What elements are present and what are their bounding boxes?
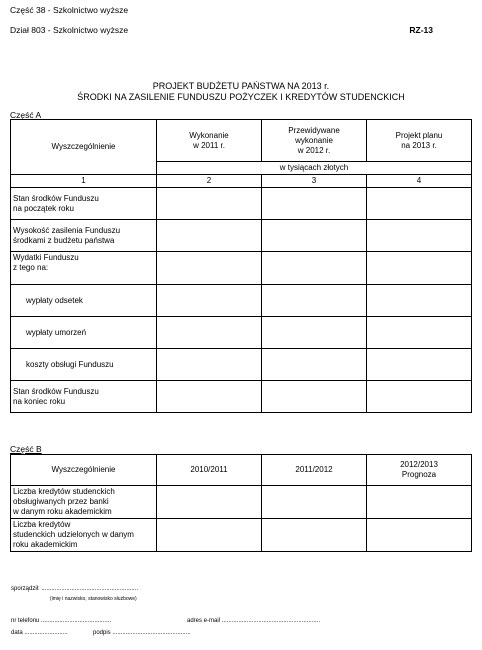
unit-label: w tysiącach złotych [157, 162, 472, 175]
date-line[interactable]: data .......................... [11, 630, 68, 636]
value-cell[interactable] [157, 317, 262, 349]
value-cell[interactable] [157, 188, 262, 220]
value-cell[interactable] [367, 252, 472, 285]
row-label: wypłaty umorzeń [11, 317, 157, 349]
header-col3: 2011/2012 [262, 455, 367, 486]
value-cell[interactable] [262, 188, 367, 220]
table-row [11, 188, 472, 220]
signature-line[interactable]: podpis ............................................... [93, 630, 191, 636]
part-b-table [10, 454, 472, 552]
row-label: Liczba kredytów studenckich udzielonych w danym roku akademickim [11, 519, 157, 552]
part-a-label: Część A [10, 110, 42, 120]
value-cell[interactable] [367, 486, 472, 519]
value-cell[interactable] [262, 486, 367, 519]
col-number: 3 [262, 175, 367, 188]
value-cell[interactable] [367, 519, 472, 552]
value-cell[interactable] [262, 252, 367, 285]
value-cell[interactable] [367, 285, 472, 317]
value-cell[interactable] [367, 220, 472, 252]
table-row [11, 317, 472, 349]
part-a-table [10, 119, 472, 413]
row-label: Stan środków Funduszu na początek roku [11, 188, 157, 220]
col-number: 4 [367, 175, 472, 188]
col-number: 2 [157, 175, 262, 188]
division-heading: Dział 803 - Szkolnictwo wyższe [10, 25, 129, 35]
col-number: 1 [11, 175, 157, 188]
row-label: koszty obsługi Funduszu [11, 349, 157, 381]
email-line[interactable]: adres e-mail ........................................................... [187, 618, 321, 624]
prepared-by-line[interactable]: sporządził: .......................................................... [11, 586, 139, 592]
value-cell[interactable] [262, 220, 367, 252]
phone-line[interactable]: nr telefonu .......................................... [11, 618, 112, 624]
value-cell[interactable] [367, 381, 472, 413]
value-cell[interactable] [157, 381, 262, 413]
header-item: Wyszczególnienie [11, 120, 157, 175]
value-cell[interactable] [367, 349, 472, 381]
form-code: RZ-13 [409, 25, 433, 35]
value-cell[interactable] [157, 220, 262, 252]
prepared-by-note: (imię i nazwisko, stanowisko służbowe) [50, 596, 137, 602]
value-cell[interactable] [367, 317, 472, 349]
row-label: Liczba kredytów studenckich obsługiwanych przez banki w danym roku akademickim [11, 486, 157, 519]
part-heading: Część 38 - Szkolnictwo wyższe [10, 5, 129, 15]
header-col3: Przewidywane wykonanie w 2012 r. [262, 120, 367, 162]
value-cell[interactable] [367, 188, 472, 220]
value-cell[interactable] [157, 285, 262, 317]
value-cell[interactable] [157, 486, 262, 519]
value-cell[interactable] [262, 519, 367, 552]
header-col4: Projekt planu na 2013 r. [367, 120, 472, 162]
document-subtitle: ŚRODKI NA ZASILENIE FUNDUSZU POŻYCZEK I KREDYTÓW STUDENCKICH [77, 92, 405, 102]
header-item: Wyszczególnienie [11, 455, 157, 486]
value-cell[interactable] [262, 285, 367, 317]
table-row [11, 349, 472, 381]
table-row [11, 252, 472, 285]
table-row [11, 519, 472, 552]
table-row [11, 285, 472, 317]
table-row [11, 220, 472, 252]
value-cell[interactable] [262, 317, 367, 349]
row-label: wypłaty odsetek [11, 285, 157, 317]
value-cell[interactable] [262, 349, 367, 381]
value-cell[interactable] [157, 349, 262, 381]
value-cell[interactable] [157, 252, 262, 285]
row-label: Stan środków Funduszu na koniec roku [11, 381, 157, 413]
header-col4: 2012/2013 Prognoza [367, 455, 472, 486]
table-row [11, 486, 472, 519]
header-col2: Wykonanie w 2011 r. [157, 120, 262, 162]
value-cell[interactable] [157, 519, 262, 552]
document-title: PROJEKT BUDŻETU PAŃSTWA NA 2013 r. [152, 81, 330, 91]
part-b-label: Część B [10, 444, 42, 454]
row-label: Wysokość zasilenia Funduszu środkami z budżetu państwa [11, 220, 157, 252]
table-row [11, 381, 472, 413]
value-cell[interactable] [262, 381, 367, 413]
header-col2: 2010/2011 [157, 455, 262, 486]
row-label: Wydatki Funduszu z tego na: [11, 252, 157, 285]
